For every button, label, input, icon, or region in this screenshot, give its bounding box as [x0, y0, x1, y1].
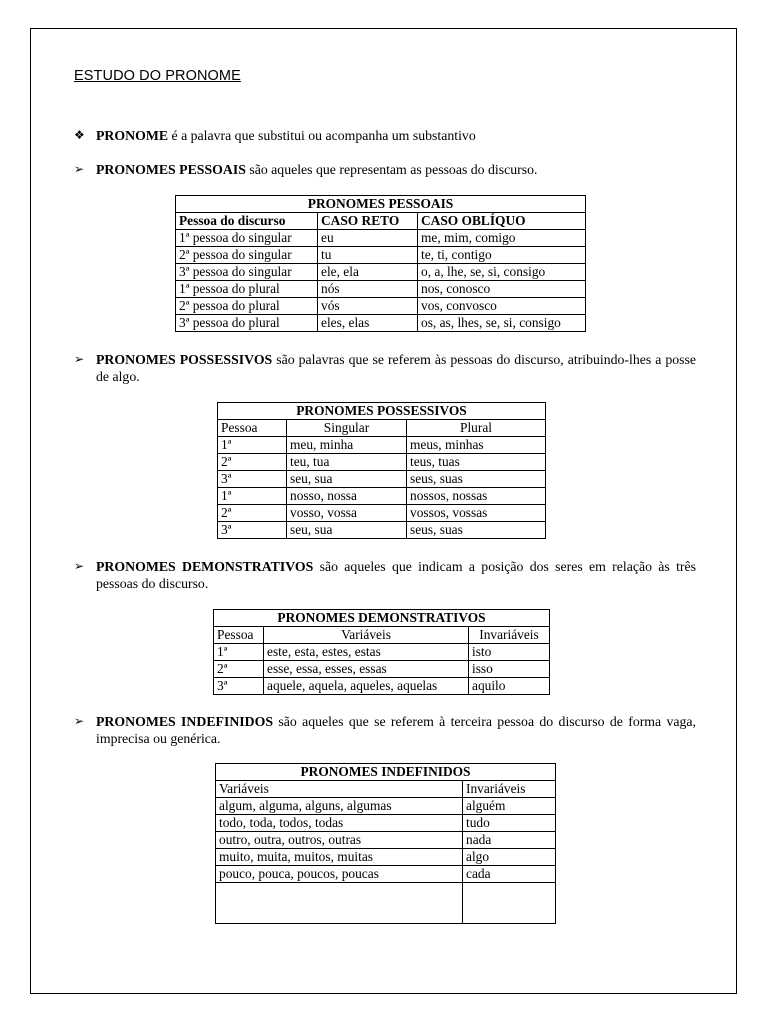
indefinidos-table [215, 763, 556, 924]
table-row [176, 264, 586, 281]
table-cell: aquilo [469, 678, 550, 695]
indefinidos-paragraph [74, 713, 696, 747]
table-cell: vos, convosco [418, 298, 586, 315]
table-row [216, 832, 556, 849]
table-header: Invariáveis [463, 781, 556, 798]
table-header: CASO OBLÍQUO [418, 213, 586, 230]
table-row [176, 247, 586, 264]
arrowhead-bullet-icon: ➢ [74, 162, 85, 176]
table-header: Variáveis [216, 781, 463, 798]
demonstrativos-table [213, 609, 550, 695]
table-cell: me, mim, comigo [418, 230, 586, 247]
table-row [218, 505, 546, 522]
table-row [216, 815, 556, 832]
arrowhead-bullet-icon: ➢ [74, 714, 85, 728]
arrowhead-bullet-icon: ➢ [74, 559, 85, 573]
possessivos-paragraph [74, 351, 696, 385]
table-header: Plural [407, 420, 546, 437]
table-cell: nós [318, 281, 418, 298]
table-row [176, 315, 586, 332]
pessoais-table-caption: PRONOMES PESSOAIS [176, 196, 586, 213]
table-cell: 3ª pessoa do singular [176, 264, 318, 281]
table-cell: 2ª pessoa do singular [176, 247, 318, 264]
demonstrativos-header-row [214, 627, 550, 644]
pessoais-text: são aqueles que representam as pessoas do discurso. [245, 162, 538, 177]
indefinidos-bold: PRONOMES INDEFINIDOS [96, 714, 274, 729]
table-cell: 2ª [218, 454, 287, 471]
table-cell: 3ª [218, 522, 287, 539]
table-cell: te, ti, contigo [418, 247, 586, 264]
empty-cell [463, 883, 556, 924]
table-cell: isso [469, 661, 550, 678]
table-cell: vosso, vossa [287, 505, 407, 522]
table-cell: eles, elas [318, 315, 418, 332]
possessivos-table-caption: PRONOMES POSSESSIVOS [218, 403, 546, 420]
empty-cell [216, 883, 463, 924]
table-row [176, 298, 586, 315]
page-title: ESTUDO DO PRONOME [74, 68, 241, 84]
pessoais-table [175, 195, 586, 332]
table-cell: 1ª [218, 437, 287, 454]
table-row [176, 230, 586, 247]
table-header: Variáveis [264, 627, 469, 644]
table-cell: este, esta, estes, estas [264, 644, 469, 661]
table-row [218, 522, 546, 539]
table-cell: 2ª [214, 661, 264, 678]
table-cell: seu, sua [287, 471, 407, 488]
table-cell: eu [318, 230, 418, 247]
table-row [218, 471, 546, 488]
table-cell: algo [463, 849, 556, 866]
table-cell: tu [318, 247, 418, 264]
indefinidos-table-caption: PRONOMES INDEFINIDOS [216, 764, 556, 781]
table-cell: seus, suas [407, 522, 546, 539]
table-cell: ele, ela [318, 264, 418, 281]
table-cell: nossos, nossas [407, 488, 546, 505]
table-cell: teu, tua [287, 454, 407, 471]
possessivos-header-row [218, 420, 546, 437]
table-cell: vossos, vossas [407, 505, 546, 522]
table-cell: tudo [463, 815, 556, 832]
table-row [216, 849, 556, 866]
pessoais-header-row [176, 213, 586, 230]
table-cell: 1ª [218, 488, 287, 505]
table-header: Invariáveis [469, 627, 550, 644]
table-row [218, 454, 546, 471]
table-cell: nosso, nossa [287, 488, 407, 505]
table-cell: muito, muita, muitos, muitas [216, 849, 463, 866]
table-cell: esse, essa, esses, essas [264, 661, 469, 678]
table-cell: outro, outra, outros, outras [216, 832, 463, 849]
possessivos-table [217, 402, 546, 539]
table-cell: 3ª [214, 678, 264, 695]
table-cell: algum, alguma, alguns, algumas [216, 798, 463, 815]
table-cell: 1ª [214, 644, 264, 661]
intro-bold: PRONOME [96, 128, 169, 143]
pessoais-paragraph [74, 161, 696, 178]
table-cell: 2ª [218, 505, 287, 522]
document-page [30, 28, 737, 994]
table-cell: meu, minha [287, 437, 407, 454]
empty-table-row [216, 883, 556, 924]
demonstrativos-text: são aqueles que indicam a posição dos seres em relação às três pessoas do discurso. [96, 559, 696, 591]
table-cell: nos, conosco [418, 281, 586, 298]
table-header: CASO RETO [318, 213, 418, 230]
table-cell: seu, sua [287, 522, 407, 539]
table-header: Singular [287, 420, 407, 437]
table-cell: meus, minhas [407, 437, 546, 454]
table-cell: 1ª pessoa do singular [176, 230, 318, 247]
table-row [214, 678, 550, 695]
possessivos-bold: PRONOMES POSSESSIVOS [96, 352, 273, 367]
table-row [214, 661, 550, 678]
table-cell: 3ª pessoa do plural [176, 315, 318, 332]
table-cell: alguém [463, 798, 556, 815]
table-cell: vós [318, 298, 418, 315]
table-row [216, 798, 556, 815]
table-cell: os, as, lhes, se, si, consigo [418, 315, 586, 332]
pessoais-bold: PRONOMES PESSOAIS [96, 162, 246, 177]
table-cell: 3ª [218, 471, 287, 488]
diamond-bullet-icon: ❖ [74, 128, 85, 142]
table-row [218, 488, 546, 505]
arrowhead-bullet-icon: ➢ [74, 352, 85, 366]
table-cell: isto [469, 644, 550, 661]
table-cell: todo, toda, todos, todas [216, 815, 463, 832]
table-cell: pouco, pouca, poucos, poucas [216, 866, 463, 883]
table-cell: o, a, lhe, se, si, consigo [418, 264, 586, 281]
demonstrativos-bold: PRONOMES DEMONSTRATIVOS [96, 559, 314, 574]
demonstrativos-table-caption: PRONOMES DEMONSTRATIVOS [214, 610, 550, 627]
table-cell: seus, suas [407, 471, 546, 488]
table-row [214, 644, 550, 661]
table-cell: 2ª pessoa do plural [176, 298, 318, 315]
table-header: Pessoa [214, 627, 264, 644]
table-cell: cada [463, 866, 556, 883]
demonstrativos-paragraph [74, 558, 696, 592]
table-header: Pessoa [218, 420, 287, 437]
intro-text: é a palavra que substitui ou acompanha um substantivo [168, 128, 476, 143]
table-cell: nada [463, 832, 556, 849]
table-row [216, 866, 556, 883]
intro-paragraph [74, 127, 696, 144]
table-cell: aquele, aquela, aqueles, aquelas [264, 678, 469, 695]
indefinidos-text: são aqueles que se referem à terceira pessoa do discurso de forma vaga, imprecisa ou genérica. [96, 714, 696, 746]
indefinidos-header-row [216, 781, 556, 798]
table-header: Pessoa do discurso [176, 213, 318, 230]
table-row [176, 281, 586, 298]
table-cell: 1ª pessoa do plural [176, 281, 318, 298]
table-cell: teus, tuas [407, 454, 546, 471]
table-row [218, 437, 546, 454]
possessivos-text: são palavras que se referem às pessoas do discurso, atribuindo-lhes a posse de algo. [96, 352, 696, 384]
